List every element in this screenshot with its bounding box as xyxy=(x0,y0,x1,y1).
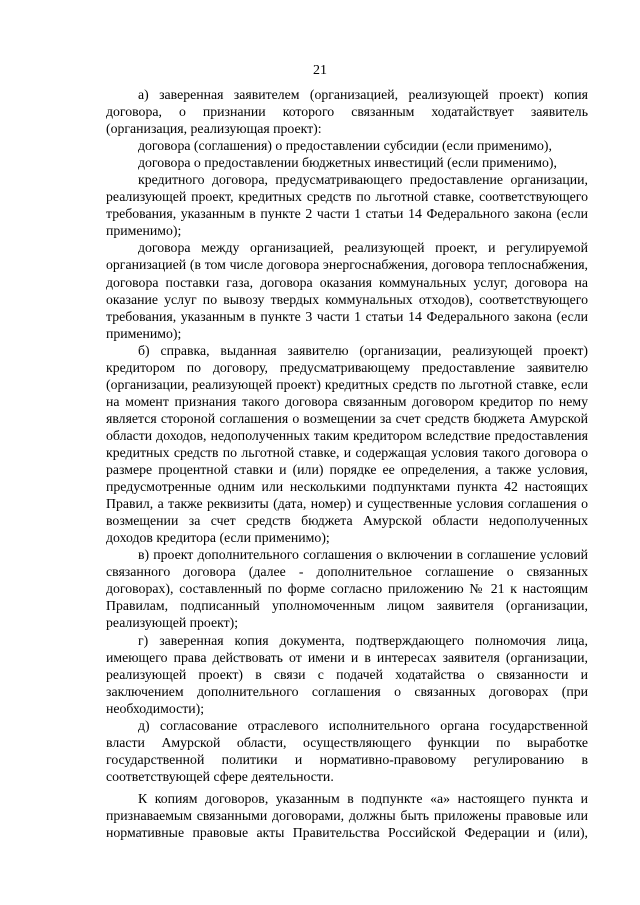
paragraph-budget-investments: договора о предоставлении бюджетных инвестиций (если применимо), xyxy=(138,155,557,171)
page-number: 21 xyxy=(313,63,327,78)
paragraph-attachments: К копиям договоров, указанным в подпункте «а» настоящего пункта и признаваемым связанными договорами, должны быть приложены правовые или нормативные правовые акты Правительства Российской Федерации и (или), xyxy=(106,790,588,841)
paragraph-credit-agreement: кредитного договора, предусматривающего предоставление организации, реализующей проект, кредитных средств по льготной ставке, соответствующего требования, указанным в пункте 2 части 1 статьи 14 Федерального закона (если применимо); xyxy=(106,172,588,239)
paragraph-item-b: б) справка, выданная заявителю (организации, реализующей проект) кредитором по договору, предусматривающему предоставление заявителю (организации, реализующей проект) кредитных средств по льготной ставке, если на момент признания такого договора связанным договором кредитор по нему является стороной соглашения о возмещении за счет средств бюджета Амурской области доходов, недополученных таким кредитором вследствие предоставления кредитных средств по льготной ставке, и содержащая условия такого договора о размере процентной ставки и (или) порядке ее определения, а также условия, предусмотренные одним или несколькими подпунктами пункта 42 настоящих Правил, а также реквизиты (дата, номер) и существенные условия соглашения о возмещении за счет средств бюджета Амурской области недополученных доходов кредитора (если применимо); xyxy=(106,342,588,546)
paragraph-item-v: в) проект дополнительного соглашения о включении в соглашение условий связанного договора (далее - дополнительное соглашение о связанных договорах), составленный по форме согласно приложению № 21 к настоящим Правилам, подписанный уполномоченным лицом заявителя (организации, реализующей проект); xyxy=(106,547,588,631)
paragraph-item-d: д) согласование отраслевого исполнительного органа государственной власти Амурской области, осуществляющего функции по выработке государственной политики и нормативно-правовому регулированию в соответствующей сфере деятельности. xyxy=(106,717,588,784)
paragraph-regulated-organization: договора между организацией, реализующей проект, и регулируемой организацией (в том числе договора энергоснабжения, договора теплоснабжения, договора поставки газа, договора оказания коммунальных услуг, договора на оказание услуг по вывозу твердых коммунальных отходов), соответствующего требования, указанным в пункте 3 части 1 статьи 14 Федерального закона (если применимо); xyxy=(106,240,588,341)
paragraph-item-g: г) заверенная копия документа, подтверждающего полномочия лица, имеющего права действовать от имени и в интересах заявителя (организации, реализующей проект) в связи с подачей ходатайства о связанности и заключением дополнительного соглашения о связанных договорах (при необходимости); xyxy=(106,632,588,716)
document-body xyxy=(106,86,588,841)
paragraph-subsidy-agreement: договора (соглашения) о предоставлении субсидии (если применимо), xyxy=(138,138,552,154)
paragraph-item-a: а) заверенная заявителем (организацией, реализующей проект) копия договора, о признании которого связанным ходатайствует заявитель (организация, реализующая проект): xyxy=(106,87,588,137)
